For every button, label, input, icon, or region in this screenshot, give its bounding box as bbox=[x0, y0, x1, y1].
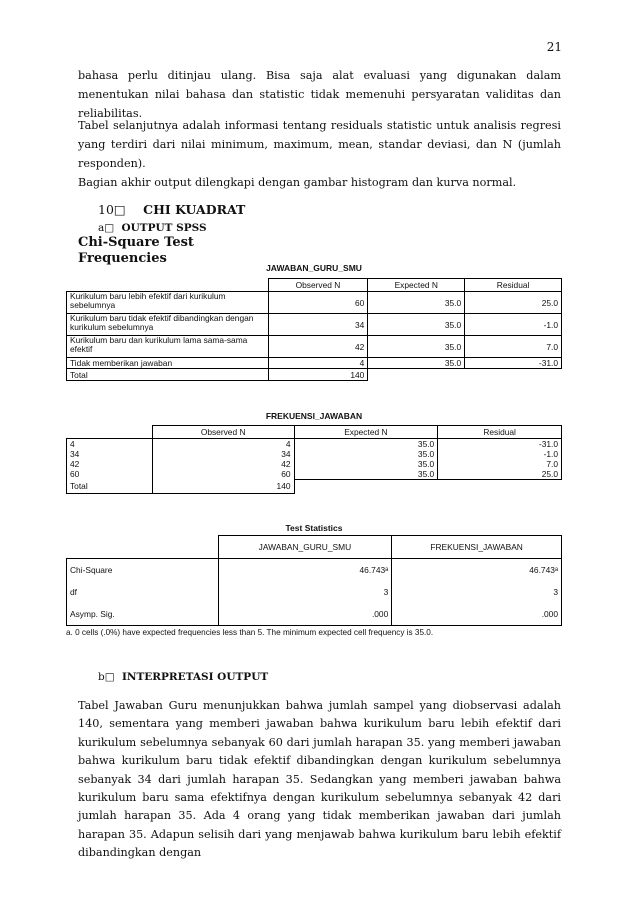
row-label: 34 bbox=[67, 449, 153, 459]
page-number: 21 bbox=[546, 40, 562, 54]
cell-value-2: 3 bbox=[392, 581, 562, 603]
cell-observed: 4 bbox=[152, 439, 294, 450]
cell-observed: 42 bbox=[268, 336, 368, 358]
paragraph-1: bahasa perlu ditinjau ulang. Bisa saja alat evaluasi yang digunakan dalam menentukan nilai bahasa dan statistic tidak memenuhi persyaratan validitas dan reliabilitas. bbox=[78, 69, 561, 120]
cell-value-1: 3 bbox=[218, 581, 392, 603]
section-label: CHI KUADRAT bbox=[143, 202, 246, 217]
cell-value-1: .000 bbox=[218, 603, 392, 626]
table-row bbox=[67, 459, 562, 469]
subheading-a-letter: a□ bbox=[98, 222, 115, 234]
interpretation-paragraph: Tabel Jawaban Guru menunjukkan bahwa jumlah sampel yang diobservasi adalah 140, sementara yang memberi jawaban bahwa kurikulum baru lebih efektif dari kurikulum sebelumnya sebanyak 60 dari jumlah harapan 35. yang memberi jawaban bahwa kurikulum baru tidak efektif dibandingkan dengan kurikulum sebelumnya sebanyak 34 dari jumlah harapan 35. Sedangkan yang memberi jawaban bahwa kurikulum baru sama efektifnya dengan kurikulum sebelumnya sebanyak 42 dari jumlah harapan 35. Ada 4 orang yang tidak memberikan jawaban dari jumlah harapan 35. Adapun selisih dari yang menjawab bahwa kurikulum baru lebih efektif dibandingkan dengan bbox=[78, 699, 561, 860]
table3-header-row bbox=[67, 536, 562, 559]
cell-residual: 25.0 bbox=[438, 469, 562, 480]
table2-caption: FREKUENSI_JAWABAN bbox=[265, 411, 363, 421]
table-row bbox=[67, 581, 562, 603]
table2-header-residual: Residual bbox=[438, 426, 562, 439]
table-row bbox=[67, 603, 562, 626]
subheading-a bbox=[98, 222, 207, 234]
cell-observed: 140 bbox=[152, 480, 294, 494]
table2-header-observed: Observed N bbox=[152, 426, 294, 439]
cell-observed: 140 bbox=[268, 369, 368, 381]
table-frekuensi-jawaban bbox=[66, 425, 562, 494]
row-label: Tidak memberikan jawaban bbox=[67, 358, 269, 369]
cell-expected: 35.0 bbox=[294, 459, 438, 469]
table-row bbox=[67, 449, 562, 459]
row-label: Kurikulum baru lebih efektif dari kurikulum sebelumnya bbox=[67, 292, 269, 314]
table2-header-expected: Expected N bbox=[294, 426, 438, 439]
table-row-total bbox=[67, 480, 562, 494]
cell-value-2: 46.743ᵃ bbox=[392, 559, 562, 581]
row-label: Asymp. Sig. bbox=[67, 603, 219, 626]
table1-caption: JAWABAN_GURU_SMU bbox=[266, 263, 362, 273]
table2-header-row bbox=[67, 426, 562, 439]
table-jawaban-guru bbox=[66, 278, 562, 381]
cell-observed: 60 bbox=[152, 469, 294, 480]
cell-expected bbox=[368, 369, 465, 381]
cell-expected bbox=[294, 480, 438, 494]
table1-header-observed: Observed N bbox=[268, 279, 368, 292]
cell-residual: 7.0 bbox=[465, 336, 562, 358]
paragraph-3: Bagian akhir output dilengkapi dengan gambar histogram dan kurva normal. bbox=[78, 176, 517, 189]
table-row bbox=[67, 439, 562, 450]
table-row bbox=[67, 559, 562, 581]
cell-value-1: 46.743ᵃ bbox=[218, 559, 392, 581]
title-line-1: Chi-Square Test bbox=[78, 235, 194, 250]
table-row bbox=[67, 336, 562, 358]
cell-residual: -1.0 bbox=[465, 314, 562, 336]
section-heading bbox=[98, 202, 245, 217]
row-label: 4 bbox=[67, 439, 153, 450]
section-number: 10□ bbox=[98, 202, 126, 217]
cell-residual: 25.0 bbox=[465, 292, 562, 314]
table3-footnote: a. 0 cells (.0%) have expected frequencies less than 5. The minimum expected cell frequency is 35.0. bbox=[66, 628, 434, 637]
row-label: 42 bbox=[67, 459, 153, 469]
cell-expected: 35.0 bbox=[368, 314, 465, 336]
table3-header-col2: FREKUENSI_JAWABAN bbox=[392, 536, 562, 559]
subheading-a-label: OUTPUT SPSS bbox=[121, 222, 207, 234]
cell-expected: 35.0 bbox=[368, 358, 465, 369]
cell-observed: 42 bbox=[152, 459, 294, 469]
cell-observed: 34 bbox=[268, 314, 368, 336]
cell-value-2: .000 bbox=[392, 603, 562, 626]
table-row bbox=[67, 469, 562, 480]
title-line-2: Frequencies bbox=[78, 251, 167, 266]
row-label: 60 bbox=[67, 469, 153, 480]
table-row bbox=[67, 358, 562, 369]
row-label: Total bbox=[67, 480, 153, 494]
cell-residual bbox=[438, 480, 562, 494]
cell-expected: 35.0 bbox=[368, 292, 465, 314]
cell-residual: -1.0 bbox=[438, 449, 562, 459]
row-label: Total bbox=[67, 369, 269, 381]
row-label: Kurikulum baru tidak efektif dibandingkan dengan kurikulum sebelumnya bbox=[67, 314, 269, 336]
table1-header-row bbox=[67, 279, 562, 292]
subheading-b bbox=[98, 671, 268, 683]
cell-expected: 35.0 bbox=[294, 469, 438, 480]
table-row bbox=[67, 314, 562, 336]
subheading-b-label: INTERPRETASI OUTPUT bbox=[121, 671, 269, 683]
row-label: df bbox=[67, 581, 219, 603]
cell-expected: 35.0 bbox=[294, 449, 438, 459]
table-row-total bbox=[67, 369, 562, 381]
cell-residual: -31.0 bbox=[465, 358, 562, 369]
cell-observed: 34 bbox=[152, 449, 294, 459]
table3-caption: Test Statistics bbox=[285, 523, 343, 533]
row-label: Chi-Square bbox=[67, 559, 219, 581]
cell-observed: 60 bbox=[268, 292, 368, 314]
paragraph-2: Tabel selanjutnya adalah informasi tentang residuals statistic untuk analisis regresi yang terdiri dari nilai minimum, maximum, mean, standar deviasi, dan N (jumlah responden). bbox=[78, 119, 561, 170]
table-row bbox=[67, 292, 562, 314]
table-test-statistics bbox=[66, 535, 562, 626]
subheading-b-letter: b□ bbox=[98, 671, 115, 683]
cell-residual: 7.0 bbox=[438, 459, 562, 469]
cell-expected: 35.0 bbox=[294, 439, 438, 450]
cell-residual bbox=[465, 369, 562, 381]
cell-expected: 35.0 bbox=[368, 336, 465, 358]
table1-header-residual: Residual bbox=[465, 279, 562, 292]
cell-observed: 4 bbox=[268, 358, 368, 369]
table3-header-col1: JAWABAN_GURU_SMU bbox=[218, 536, 392, 559]
row-label: Kurikulum baru dan kurikulum lama sama-sama efektif bbox=[67, 336, 269, 358]
cell-residual: -31.0 bbox=[438, 439, 562, 450]
table1-header-expected: Expected N bbox=[368, 279, 465, 292]
